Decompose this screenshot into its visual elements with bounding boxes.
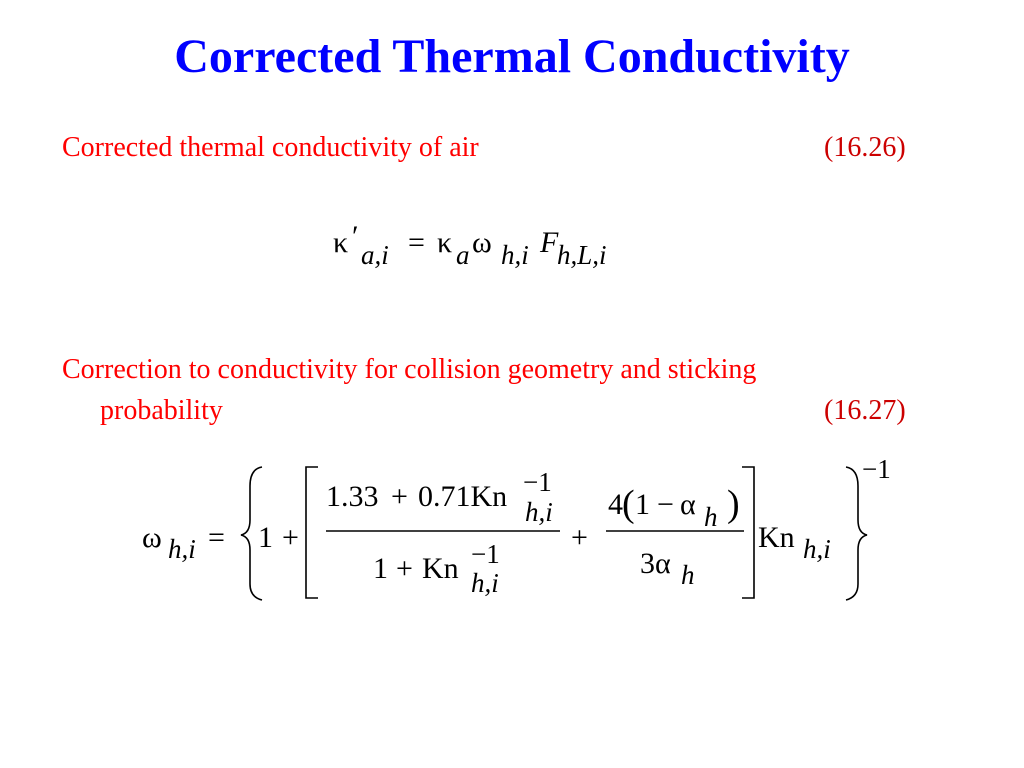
f-symbol: F xyxy=(540,226,559,259)
fraction2-denominator-subscript: h xyxy=(681,560,695,590)
fraction1-numerator-coefficient: 0.71Kn xyxy=(418,480,508,513)
equals-sign: = xyxy=(208,521,225,554)
kn-subscript: h,i xyxy=(803,534,831,564)
fraction2-open-paren: ( xyxy=(622,483,635,525)
fraction1-denominator-exponent: −1 xyxy=(471,539,500,569)
plus-sign: + xyxy=(282,521,299,554)
fraction2-numerator-minus: − xyxy=(657,488,674,521)
slide-title: Corrected Thermal Conductivity xyxy=(174,30,850,83)
fraction1-denominator-subscript: h,i xyxy=(471,568,499,598)
lhs-omega-symbol: ω xyxy=(142,521,162,554)
section-heading-air-conductivity: Corrected thermal conductivity of air xyxy=(62,132,479,163)
fraction2-numerator-one: 1 xyxy=(635,488,650,521)
fraction2-numerator-alpha: α xyxy=(680,488,696,521)
prime-mark: ′ xyxy=(352,220,359,253)
fraction1-denominator-one: 1 xyxy=(373,552,388,585)
middle-plus-sign: + xyxy=(571,521,588,554)
kappa-symbol: κ xyxy=(437,226,453,259)
fraction2-denominator-three-alpha: 3α xyxy=(640,547,671,580)
kappa-subscript: a xyxy=(456,240,470,270)
equation-number-16-27: (16.27) xyxy=(824,395,906,426)
f-subscript: h,L,i xyxy=(557,240,607,270)
outer-exponent: −1 xyxy=(862,454,891,484)
fraction2-numerator-subscript: h xyxy=(704,502,718,532)
fraction1-denominator-plus: + xyxy=(396,552,413,585)
section-heading-correction-line2: probability xyxy=(100,395,223,426)
right-square-bracket xyxy=(742,467,754,598)
omega-subscript: h,i xyxy=(501,240,529,270)
right-curly-brace xyxy=(846,467,867,600)
kappa-prime-subscript: a,i xyxy=(361,240,389,270)
equation-number-16-26: (16.26) xyxy=(824,132,906,163)
fraction2-close-paren: ) xyxy=(727,483,740,525)
fraction1-numerator-constant: 1.33 xyxy=(326,480,379,513)
kappa-prime-symbol: κ xyxy=(333,226,349,259)
fraction1-numerator-plus: + xyxy=(391,480,408,513)
kn-term: Kn xyxy=(758,521,795,554)
fraction2-numerator-four: 4 xyxy=(608,488,623,521)
fraction1-numerator-subscript: h,i xyxy=(525,497,553,527)
fraction1-numerator-exponent: −1 xyxy=(523,467,552,497)
fraction1-denominator-kn: Kn xyxy=(422,552,459,585)
lhs-omega-subscript: h,i xyxy=(168,534,196,564)
left-square-bracket xyxy=(306,467,318,598)
section-heading-correction-line1: Correction to conductivity for collision geometry and sticking xyxy=(62,354,757,385)
omega-symbol: ω xyxy=(472,226,492,259)
one-term: 1 xyxy=(258,521,273,554)
equals-sign: = xyxy=(408,226,425,259)
